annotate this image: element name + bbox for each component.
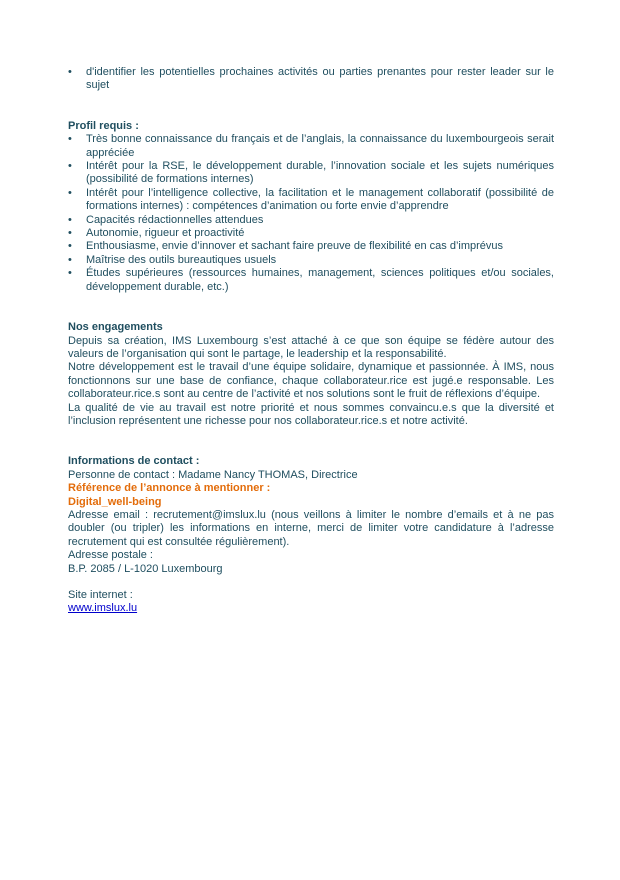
profil-list — [68, 133, 554, 294]
contact-person: Personne de contact : Madame Nancy THOMAS, Directrice — [68, 468, 358, 481]
reference-label: Référence de l’annonce à mentionner : — [68, 482, 271, 495]
engagements-paragraph: Depuis sa création, IMS Luxembourg s’est attaché à ce que son équipe se fédère autour des valeurs de l’organisation qui sont le partage, le leadership et la responsabilité. — [68, 334, 554, 360]
contact-email: Adresse email : recrutement@imslux.lu (nous veillons à limiter le nombre d’emails et à ne pas doubler (ou tripler) les informations en interne, merci de limiter votre candidature à l’adresse recrutement qui est consultée régulièrement). — [68, 508, 554, 548]
list-item: • Intérêt pour l’intelligence collective, la facilitation et le management collaboratif (possibilité de formations internes) : compétences d’animation ou forte envie d’apprendre — [68, 187, 554, 214]
reference-value: Digital_well-being — [68, 495, 162, 508]
engagements-section — [68, 321, 554, 428]
contact-heading: Informations de contact : — [68, 455, 200, 468]
profil-heading: Profil requis : — [68, 119, 139, 132]
postal-address: B.P. 2085 / L-1020 Luxembourg — [68, 562, 223, 575]
profil-section — [68, 120, 554, 294]
list-item: • Enthousiasme, envie d’innover et sachant faire preuve de flexibilité en cas d’imprévus — [68, 240, 554, 253]
intro-bullet-list — [68, 66, 554, 93]
list-item: • Maîtrise des outils bureautiques usuels — [68, 254, 554, 267]
list-item: • Études supérieures (ressources humaines, management, sciences politiques et/ou sociales, développement durable, etc.) — [68, 267, 554, 294]
list-item: • Autonomie, rigueur et proactivité — [68, 227, 554, 240]
document-body — [68, 66, 554, 616]
website-link[interactable]: www.imslux.lu — [68, 602, 138, 615]
engagements-paragraph: Notre développement est le travail d’une équipe solidaire, dynamique et passionnée. À IMS, nous fonctionnons sur une base de confiance, chaque collaborateur.rice est jugé.e responsable. Les collaborateur.rice.s sont au centre de l’activité et nos solutions sont le fruit de réflexions d’équipe. — [68, 361, 554, 401]
postal-label: Adresse postale : — [68, 549, 153, 562]
list-item: • Capacités rédactionnelles attendues — [68, 214, 554, 227]
website-label: Site internet : — [68, 589, 133, 601]
engagements-paragraph: La qualité de vie au travail est notre priorité et nous sommes convaincu.e.s que la diversité et l’inclusion représentent une richesse pour nos collaborateur.rice.s et notre activité. — [68, 401, 554, 427]
list-item: • d'identifier les potentielles prochaines activités ou parties prenantes pour rester leader sur le sujet — [68, 66, 554, 93]
list-item: • Très bonne connaissance du français et de l’anglais, la connaissance du luxembourgeois serait appréciée — [68, 133, 554, 160]
contact-section — [68, 455, 554, 615]
list-item: • Intérêt pour la RSE, le développement durable, l’innovation sociale et les sujets numériques (possibilité de formations internes) — [68, 160, 554, 187]
engagements-heading: Nos engagements — [68, 321, 163, 334]
